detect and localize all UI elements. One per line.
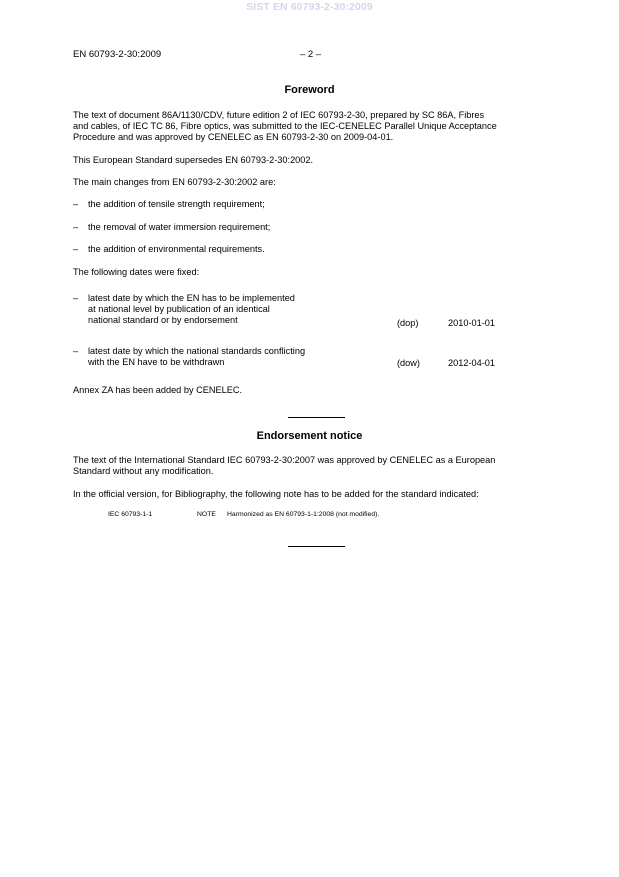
text-line: latest date by which the EN has to be implemented (88, 293, 295, 303)
note-text: Harmonized as EN 60793-1-1:2008 (not modified). (227, 511, 380, 518)
date-value-dow: 2012-04-01 (448, 358, 495, 368)
list-dash: – (73, 222, 79, 232)
text-line: Standard without any modification. (73, 466, 214, 476)
section-divider (288, 417, 345, 418)
date-item-dow (88, 346, 305, 368)
change-item: the addition of environmental requirements. (88, 244, 265, 254)
supersedes-text: This European Standard supersedes EN 60793-2-30:2002. (73, 155, 314, 165)
list-dash: – (73, 346, 79, 356)
bibliography-note: In the official version, for Bibliography, the following note has to be added for the standard indicated: (73, 489, 479, 499)
change-item: the addition of tensile strength requirement; (88, 199, 265, 209)
text-line: latest date by which the national standards conflicting (88, 346, 306, 356)
foreword-intro (73, 110, 561, 143)
date-value-dop: 2010-01-01 (448, 318, 495, 328)
change-item: the removal of water immersion requirement; (88, 222, 271, 232)
note-label: NOTE (197, 511, 216, 518)
text-line: Procedure and was approved by CENELEC as EN 60793-2-30 on 2009-04-01. (73, 132, 394, 142)
text-line: national standard or by endorsement (88, 315, 238, 325)
date-abbr-dow: (dow) (397, 358, 420, 368)
section-divider (288, 546, 345, 547)
list-dash: – (73, 244, 79, 254)
text-line: The text of document 86A/1130/CDV, future edition 2 of IEC 60793-2-30, prepared by SC 86A, Fibres (73, 110, 485, 120)
annex-note: Annex ZA has been added by CENELEC. (73, 385, 243, 395)
foreword-title: Foreword (284, 84, 335, 96)
date-item-dop (88, 293, 295, 326)
date-abbr-dop: (dop) (397, 318, 419, 328)
watermark: SIST EN 60793-2-30:2009 (246, 1, 373, 13)
header-doc-id: EN 60793-2-30:2009 (73, 49, 162, 60)
text-line: with the EN have to be withdrawn (88, 357, 225, 367)
header-page-number: – 2 – (300, 49, 322, 60)
list-dash: – (73, 199, 79, 209)
note-standard: IEC 60793-1-1 (108, 511, 153, 518)
dates-intro: The following dates were fixed: (73, 267, 200, 277)
endorsement-title: Endorsement notice (256, 430, 363, 442)
text-line: at national level by publication of an identical (88, 304, 270, 314)
list-dash: – (73, 293, 79, 303)
changes-intro: The main changes from EN 60793-2-30:2002 are: (73, 177, 276, 187)
text-line: The text of the International Standard IEC 60793-2-30:2007 was approved by CENELEC as a European (73, 455, 496, 465)
text-line: and cables, of IEC TC 86, Fibre optics, was submitted to the IEC-CENELEC Parallel Unique Acceptance (73, 121, 497, 131)
endorsement-text (73, 455, 561, 477)
